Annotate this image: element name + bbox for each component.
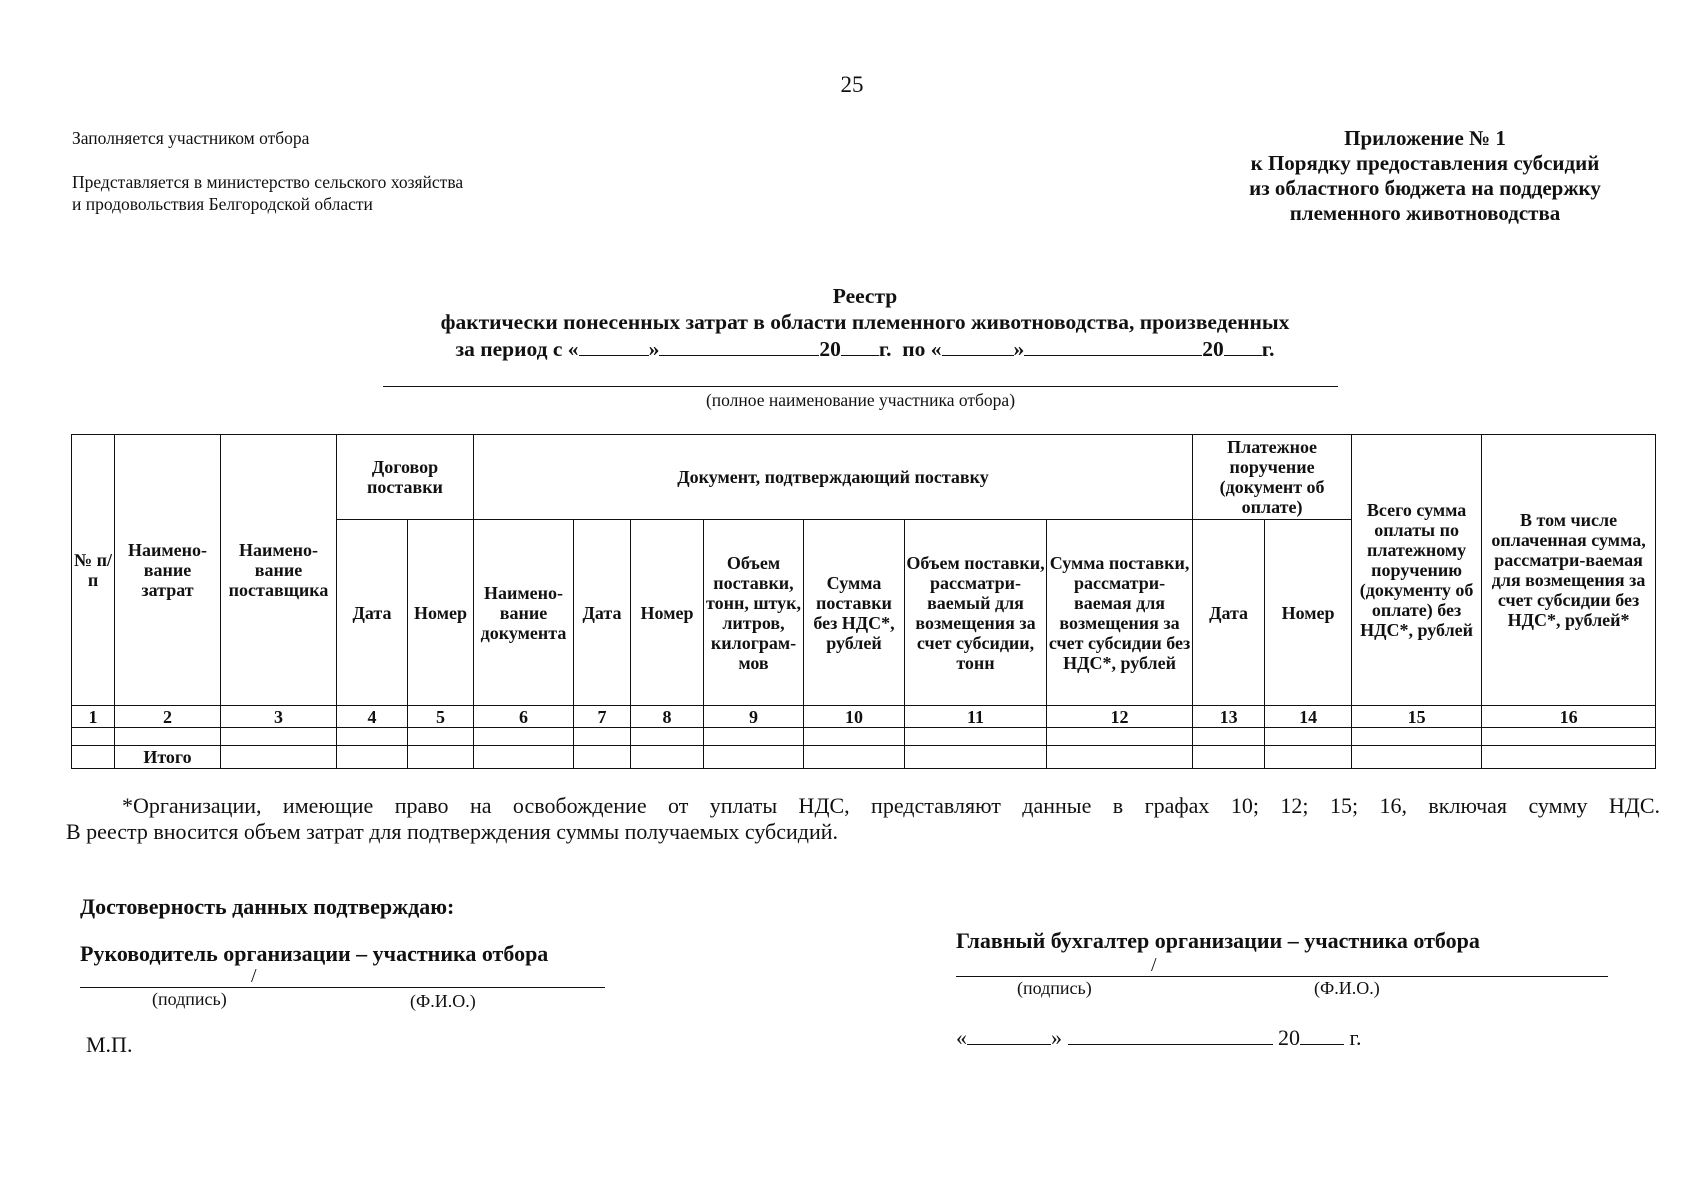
signing-date-line bbox=[956, 1024, 1362, 1051]
column-number: 12 bbox=[1047, 706, 1193, 728]
period-quote-close-1: » bbox=[648, 337, 660, 361]
date-year-blank bbox=[1300, 1024, 1344, 1045]
period-from-year-suffix: г. bbox=[878, 337, 892, 361]
stamp-placeholder: М.П. bbox=[86, 1032, 133, 1057]
director-signature-line bbox=[80, 987, 605, 988]
footnote-line-1: *Организации, имеющие право на освобождение от уплаты НДС, представляют данные в графах 10; 12; 15; 16, включая сумму НДС. bbox=[122, 793, 1660, 818]
period-from-month-blank bbox=[659, 335, 819, 356]
column-number: 3 bbox=[221, 706, 337, 728]
director-block bbox=[80, 941, 605, 1021]
period-from-day-blank bbox=[579, 335, 649, 356]
period-to-year-suffix: г. bbox=[1261, 337, 1275, 361]
header-volume-subsidy: Объем поставки, рассматри-ваемый для возмещения за счет субсидии, тонн bbox=[905, 520, 1047, 706]
period-to-day-blank bbox=[942, 335, 1014, 356]
total-label: Итого bbox=[115, 746, 221, 769]
footnote-line-2: В реестр вносится объем затрат для подтверждения суммы получаемых субсидий. bbox=[66, 819, 839, 844]
director-fio-caption: (Ф.И.О.) bbox=[410, 991, 476, 1011]
header-payment-date: Дата bbox=[1193, 520, 1265, 706]
column-number: 7 bbox=[574, 706, 631, 728]
period-quote-close-2: » bbox=[1013, 337, 1025, 361]
header-payment-number: Номер bbox=[1265, 520, 1352, 706]
column-number: 6 bbox=[474, 706, 574, 728]
period-from-year-blank bbox=[841, 335, 879, 356]
header-contract-date: Дата bbox=[337, 520, 408, 706]
column-number: 14 bbox=[1265, 706, 1352, 728]
period-to-prefix: по « bbox=[902, 337, 942, 361]
accountant-signature-line bbox=[956, 976, 1608, 977]
title-line-2: фактически понесенных затрат в области племенного животноводства, произведенных bbox=[440, 310, 1290, 334]
participant-name-line bbox=[383, 386, 1338, 387]
header-row-number: № п/п bbox=[72, 435, 115, 706]
accountant-slash: / bbox=[1151, 954, 1157, 976]
left-header bbox=[72, 127, 463, 215]
header-supply-volume: Объем поставки, тонн, штук, литров, килограм-мов bbox=[704, 520, 804, 706]
column-number: 5 bbox=[408, 706, 474, 728]
header-including-subsidy: В том числе оплаченная сумма, рассматри-ваемая для возмещения за счет субсидии без НДС*, рублей* bbox=[1482, 435, 1656, 706]
column-number-row bbox=[72, 706, 1656, 728]
accountant-signature-caption: (подпись) bbox=[1017, 978, 1092, 998]
header-supply-sum: Сумма поставки без НДС*, рублей bbox=[804, 520, 905, 706]
column-number: 15 bbox=[1352, 706, 1482, 728]
column-number: 1 bbox=[72, 706, 115, 728]
date-quote-close: » bbox=[1051, 1025, 1062, 1050]
date-year-suffix: г. bbox=[1349, 1025, 1362, 1050]
header-supply-document: Документ, подтверждающий поставку bbox=[474, 435, 1193, 520]
column-number: 2 bbox=[115, 706, 221, 728]
period-to-year-blank bbox=[1224, 335, 1262, 356]
period-line bbox=[300, 335, 1430, 362]
column-number: 9 bbox=[704, 706, 804, 728]
date-day-blank bbox=[967, 1024, 1051, 1045]
table-row bbox=[72, 728, 1656, 746]
accountant-fio-caption: (Ф.И.О.) bbox=[1314, 978, 1380, 998]
accountant-label: Главный бухгалтер организации – участника отбора bbox=[956, 928, 1480, 953]
footnote bbox=[66, 793, 1660, 845]
period-from-year-prefix: 20 bbox=[819, 337, 841, 361]
header-contract-number: Номер bbox=[408, 520, 474, 706]
submitted-to-text-1: Представляется в министерство сельского хозяйства bbox=[72, 172, 464, 192]
appendix-line-4: племенного животноводства bbox=[1289, 201, 1561, 225]
appendix-line-3: из областного бюджета на поддержку bbox=[1249, 176, 1601, 200]
confirmation-label: Достоверность данных подтверждаю: bbox=[80, 894, 455, 919]
submitted-to-text-2: и продовольствия Белгородской области bbox=[72, 194, 373, 214]
header-total-payment: Всего сумма оплаты по платежному поручению (документу об оплате) без НДС*, рублей bbox=[1352, 435, 1482, 706]
date-year-prefix: 20 bbox=[1278, 1025, 1300, 1050]
header-cost-name: Наимено-вание затрат bbox=[115, 435, 221, 706]
filled-by-text: Заполняется участником отбора bbox=[72, 128, 310, 148]
accountant-block bbox=[956, 928, 1608, 1008]
title-line-1: Реестр bbox=[832, 284, 898, 308]
participant-name-caption: (полное наименование участника отбора) bbox=[705, 390, 1016, 410]
header-document-name: Наимено-вание документа bbox=[474, 520, 574, 706]
header-supplier-name: Наимено-вание поставщика bbox=[221, 435, 337, 706]
column-number: 13 bbox=[1193, 706, 1265, 728]
date-month-blank bbox=[1068, 1024, 1273, 1045]
document-title bbox=[300, 283, 1430, 362]
director-slash: / bbox=[251, 965, 257, 987]
column-number: 10 bbox=[804, 706, 905, 728]
total-row bbox=[72, 746, 1656, 769]
register-table bbox=[71, 434, 1656, 769]
header-document-number: Номер bbox=[631, 520, 704, 706]
director-label: Руководитель организации – участника отбора bbox=[80, 941, 549, 966]
column-number: 8 bbox=[631, 706, 704, 728]
director-signature-caption: (подпись) bbox=[152, 989, 227, 1009]
page-number: 25 bbox=[840, 72, 864, 97]
period-prefix: за период с « bbox=[455, 337, 579, 361]
appendix-line-1: Приложение № 1 bbox=[1344, 126, 1506, 150]
column-number: 11 bbox=[905, 706, 1047, 728]
period-to-month-blank bbox=[1024, 335, 1202, 356]
header-sum-subsidy: Сумма поставки, рассматри-ваемая для возмещения за счет субсидии без НДС*, рублей bbox=[1047, 520, 1193, 706]
column-number: 4 bbox=[337, 706, 408, 728]
appendix-header bbox=[1195, 126, 1655, 226]
header-payment-order: Платежное поручение (документ об оплате) bbox=[1193, 435, 1352, 520]
appendix-line-2: к Порядку предоставления субсидий bbox=[1250, 151, 1600, 175]
period-to-year-prefix: 20 bbox=[1202, 337, 1224, 361]
header-contract: Договор поставки bbox=[337, 435, 474, 520]
date-quote-open: « bbox=[956, 1025, 967, 1050]
column-number: 16 bbox=[1482, 706, 1656, 728]
header-document-date: Дата bbox=[574, 520, 631, 706]
